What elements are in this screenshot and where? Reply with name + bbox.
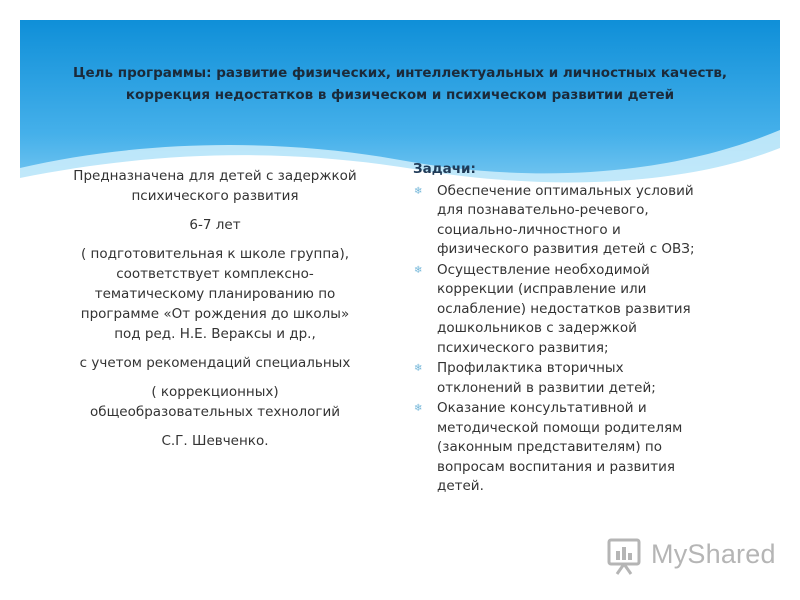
description-line: Предназначена для детей с задержкой	[73, 168, 357, 184]
tasks-heading: Задачи:	[413, 161, 476, 177]
task-item	[413, 261, 733, 359]
myshared-watermark	[607, 536, 777, 576]
task-line: вопросам воспитания и развития	[437, 458, 676, 475]
task-line: отклонений в развитии детей;	[437, 379, 656, 396]
title-line: коррекция недостатков в физическом и психическом развитии детей	[125, 87, 675, 103]
task-line: коррекции (исправление или	[437, 281, 647, 297]
task-line: для познавательно-речевого,	[437, 202, 649, 218]
task-item	[413, 182, 733, 260]
task-item	[413, 399, 733, 497]
age-range: 6-7 лет	[189, 217, 241, 233]
program-goal-title	[70, 62, 730, 106]
task-line: социально-личностного и	[437, 221, 621, 238]
description-line: программе «От рождения до школы»	[80, 306, 350, 322]
task-line: Обеспечение оптимальных условий	[437, 182, 694, 199]
task-line: Оказание консультативной и	[437, 400, 647, 416]
snowflake-bullet-icon: ❄	[414, 363, 423, 374]
task-line: Профилактика вторичных	[437, 360, 624, 376]
description-line: под ред. Н.Е. Вераксы и др.,	[114, 326, 316, 342]
snowflake-bullet-icon: ❄	[414, 403, 423, 414]
description-line: психического развития	[131, 188, 299, 204]
task-line: методической помощи родителям	[437, 419, 683, 436]
description-line: общеобразовательных технологий	[90, 404, 340, 420]
task-line: Осуществление необходимой	[437, 261, 650, 278]
description-line: тематическому планированию по	[94, 286, 336, 302]
description-line: ( коррекционных)	[151, 384, 279, 400]
task-line: дошкольников с задержкой	[437, 320, 637, 336]
description-line: ( подготовительная к школе группа),	[80, 246, 350, 262]
task-item	[413, 359, 733, 398]
presentation-board-icon	[607, 538, 643, 576]
program-description	[40, 166, 390, 451]
author-name: С.Г. Шевченко.	[161, 433, 269, 449]
description-line: соответствует комплексно-	[116, 266, 314, 282]
title-line: Цель программы: развитие физических, интеллектуальных и личностных качеств,	[72, 65, 728, 81]
description-line: с учетом рекомендаций специальных	[79, 355, 351, 371]
task-line: детей.	[437, 478, 484, 494]
task-line: (законным представителям) по	[437, 439, 662, 455]
task-line: ослабление) недостатков развития	[437, 300, 691, 317]
task-line: психического развития;	[437, 339, 609, 356]
snowflake-bullet-icon: ❄	[414, 264, 423, 276]
snowflake-bullet-icon: ❄	[414, 185, 423, 197]
tasks-section	[413, 160, 733, 498]
watermark-text: MyShared	[651, 539, 776, 569]
task-line: физического развития детей с ОВЗ;	[437, 241, 695, 257]
